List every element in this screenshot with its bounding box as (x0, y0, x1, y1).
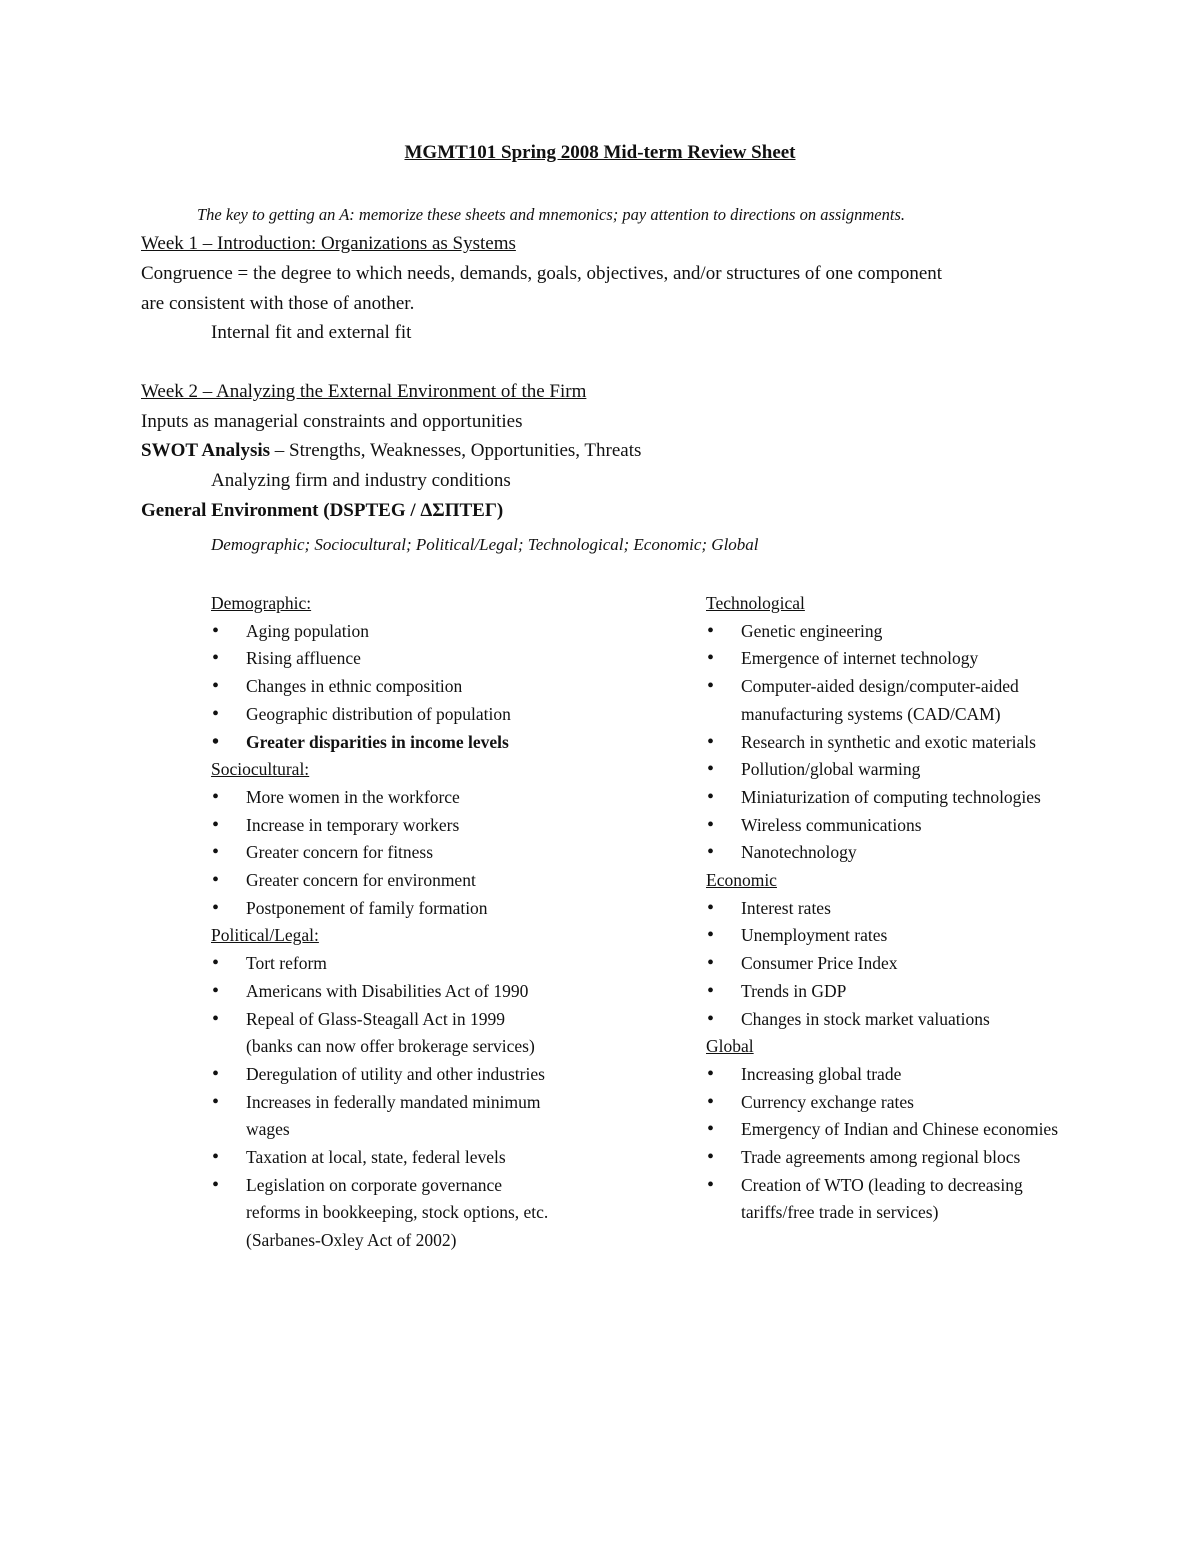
swot-label: SWOT Analysis (141, 440, 271, 461)
list-item: • Research in synthetic and exotic materials (706, 729, 1059, 757)
list-item: • Taxation at local, state, federal levels (211, 1144, 556, 1172)
demographic-list (211, 618, 591, 757)
global-heading: Global (706, 1036, 754, 1057)
list-item: • Trade agreements among regional blocs (706, 1144, 1059, 1172)
list-item: • Greater concern for fitness (211, 839, 556, 867)
list-item: • Greater disparities in income levels (211, 729, 556, 757)
list-item: • Increases in federally mandated minimum wages (211, 1089, 556, 1144)
list-item: • Unemployment rates (706, 922, 1059, 950)
list-item: • Increase in temporary workers (211, 812, 556, 840)
list-item: • Aging population (211, 618, 556, 646)
analyzing-text: Analyzing firm and industry conditions (211, 470, 511, 491)
list-item: • Nanotechnology (706, 839, 1059, 867)
swot-text: – Strengths, Weaknesses, Opportunities, Threats (270, 440, 642, 461)
list-item: • Postponement of family formation (211, 895, 556, 923)
sociocultural-list (211, 784, 591, 923)
week2-heading: Week 2 – Analyzing the External Environment of the Firm (141, 381, 587, 402)
tagline: The key to getting an A: memorize these sheets and mnemonics; pay attention to directions on assignments. (197, 205, 906, 224)
week1-heading: Week 1 – Introduction: Organizations as Systems (141, 233, 516, 254)
list-item: • Genetic engineering (706, 618, 1059, 646)
page-title: MGMT101 Spring 2008 Mid-term Review Sheet (404, 142, 796, 163)
list-item: • Consumer Price Index (706, 950, 1059, 978)
list-item: • Emergence of internet technology (706, 645, 1059, 673)
list-item: • Interest rates (706, 895, 1059, 923)
list-item: • Pollution/global warming (706, 756, 1059, 784)
technological-list (706, 618, 1086, 867)
list-item: • Geographic distribution of population (211, 701, 556, 729)
list-item: • Changes in stock market valuations (706, 1006, 1059, 1034)
demographic-heading: Demographic: (211, 593, 312, 613)
political-legal-list (211, 950, 591, 1255)
list-item: • Repeal of Glass-Steagall Act in 1999 (banks can now offer brokerage services) (211, 1006, 556, 1061)
list-item: • Increasing global trade (706, 1061, 1059, 1089)
environment-categories: Demographic; Sociocultural; Political/Legal; Technological; Economic; Global (211, 535, 759, 554)
list-item: • More women in the workforce (211, 784, 556, 812)
list-item: • Legislation on corporate governance reforms in bookkeeping, stock options, etc. (Sarbanes-Oxley Act of 2002) (211, 1172, 556, 1255)
list-item: • Tort reform (211, 950, 556, 978)
list-item: • Computer-aided design/computer-aided manufacturing systems (CAD/CAM) (706, 673, 1059, 728)
list-item: • Rising affluence (211, 645, 556, 673)
list-item: • Wireless communications (706, 812, 1059, 840)
sociocultural-heading: Sociocultural: (211, 759, 310, 780)
list-item: • Emergency of Indian and Chinese economies (706, 1116, 1059, 1144)
inputs-text: Inputs as managerial constraints and opportunities (141, 411, 523, 432)
list-item: • Deregulation of utility and other industries (211, 1061, 556, 1089)
technological-heading: Technological (706, 593, 805, 613)
swot-line (141, 440, 641, 462)
congruence-definition: Congruence = the degree to which needs, demands, goals, objectives, and/or structures of one component (141, 263, 943, 284)
economic-list (706, 895, 1086, 1034)
general-environment-heading: General Environment (DSPTEG / ΔΣΠΤΕΓ) (141, 500, 504, 521)
political-legal-heading: Political/Legal: (211, 925, 319, 946)
fit-text: Internal fit and external fit (211, 322, 412, 343)
left-column (211, 590, 591, 1255)
list-item: • Miniaturization of computing technologies (706, 784, 1059, 812)
list-item: • Americans with Disabilities Act of 1990 (211, 978, 556, 1006)
list-item: • Changes in ethnic composition (211, 673, 556, 701)
global-list (706, 1061, 1086, 1227)
list-item: • Creation of WTO (leading to decreasing tariffs/free trade in services) (706, 1172, 1059, 1227)
right-column (706, 590, 1086, 1227)
list-item: • Trends in GDP (706, 978, 1059, 1006)
congruence-definition-cont: are consistent with those of another. (141, 293, 415, 314)
list-item: • Currency exchange rates (706, 1089, 1059, 1117)
economic-heading: Economic (706, 870, 777, 891)
list-item: • Greater concern for environment (211, 867, 556, 895)
